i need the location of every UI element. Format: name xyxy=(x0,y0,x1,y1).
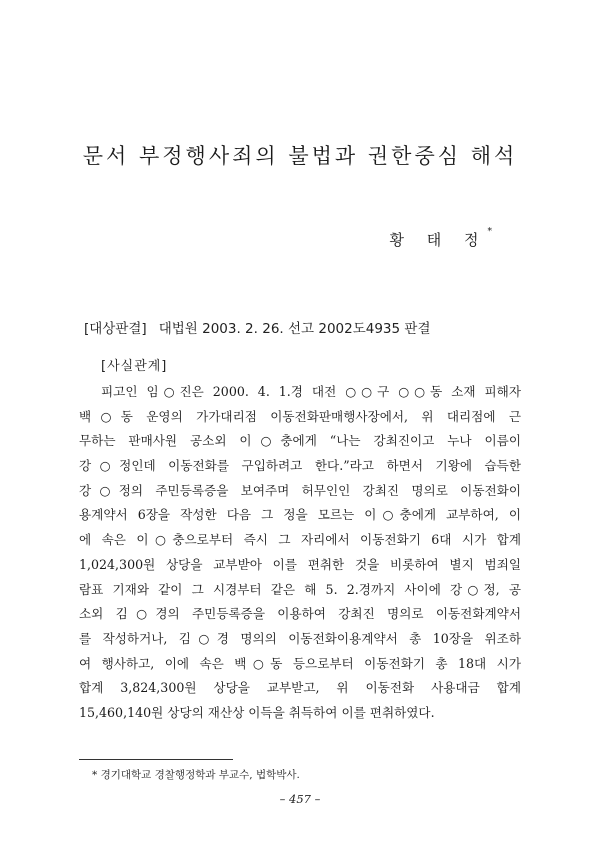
paragraph-line: 백○동 운영의 가가대리점 이동전화판매행사장에서, 위 대리점에 근 xyxy=(79,408,521,424)
paragraph-line: 합계 3,824,300원 상당을 교부받고, 위 이동전화 사용대금 합계 xyxy=(79,680,521,696)
target-judgment xyxy=(84,317,524,337)
footnote-divider xyxy=(79,759,233,760)
facts-paragraph xyxy=(79,380,521,726)
paragraph-line: 용계약서 6장을 작성한 다음 그 정을 모르는 이○충에게 교부하여, 이 xyxy=(79,507,521,523)
footnote: * 경기대학교 경찰행정학과 부교수, 법학박사. xyxy=(92,769,300,781)
paragraph-line: 소외 김○경의 주민등록증을 이용하여 강최진 명의로 이동전화계약서 xyxy=(79,606,521,622)
author-name: 황 태 정 xyxy=(389,231,488,249)
page-number: – 457 – xyxy=(279,792,321,806)
paragraph-line: 15,460,140원 상당의 재산상 이득을 취득하여 이를 편취하였다. xyxy=(79,704,435,720)
paragraph-line: 강○정인데 이동전화를 구입하려고 한다.”라고 하면서 기왕에 습득한 xyxy=(79,458,521,474)
article-title: 문서 부정행사죄의 불법과 권한중심 해석 xyxy=(82,144,518,169)
paragraph-line: 강○정의 주민등록증을 보여주며 허무인인 강최진 명의로 이동전화이 xyxy=(79,482,521,498)
paragraph-line: 에 속은 이○충으로부터 즉시 그 자리에서 이동전화기 6대 시가 합계 xyxy=(79,532,521,548)
target-judgment-text: 대법원 2003. 2. 26. 선고 2002도4935 판결 xyxy=(158,321,431,337)
paragraph-line: 를 작성하거나, 김○경 명의의 이동전화이용계약서 총 10장을 위조하 xyxy=(79,630,521,646)
paragraph-line: 피고인 임○진은 2000. 4. 1.경 대전 ○○구 ○○동 소재 피해자 xyxy=(101,384,521,399)
section-heading: [사실관계] xyxy=(101,359,168,374)
author-footnote-mark: * xyxy=(487,227,492,237)
target-judgment-label: [대상판결] xyxy=(84,321,147,337)
paragraph-line: 1,024,300원 상당을 교부받아 이를 편취한 것을 비롯하여 별지 범죄일 xyxy=(79,556,521,572)
author-line xyxy=(389,229,492,250)
paragraph-line: 람표 기재와 같이 그 시경부터 같은 해 5. 2.경까지 사이에 강○정, 공 xyxy=(79,581,521,597)
paragraph-line: 무하는 판매사원 공소외 이○충에게 “나는 강최진이고 누나 이름이 xyxy=(79,433,521,449)
paragraph-line: 여 행사하고, 이에 속은 백○동 등으로부터 이동전화기 총 18대 시가 xyxy=(79,655,521,671)
